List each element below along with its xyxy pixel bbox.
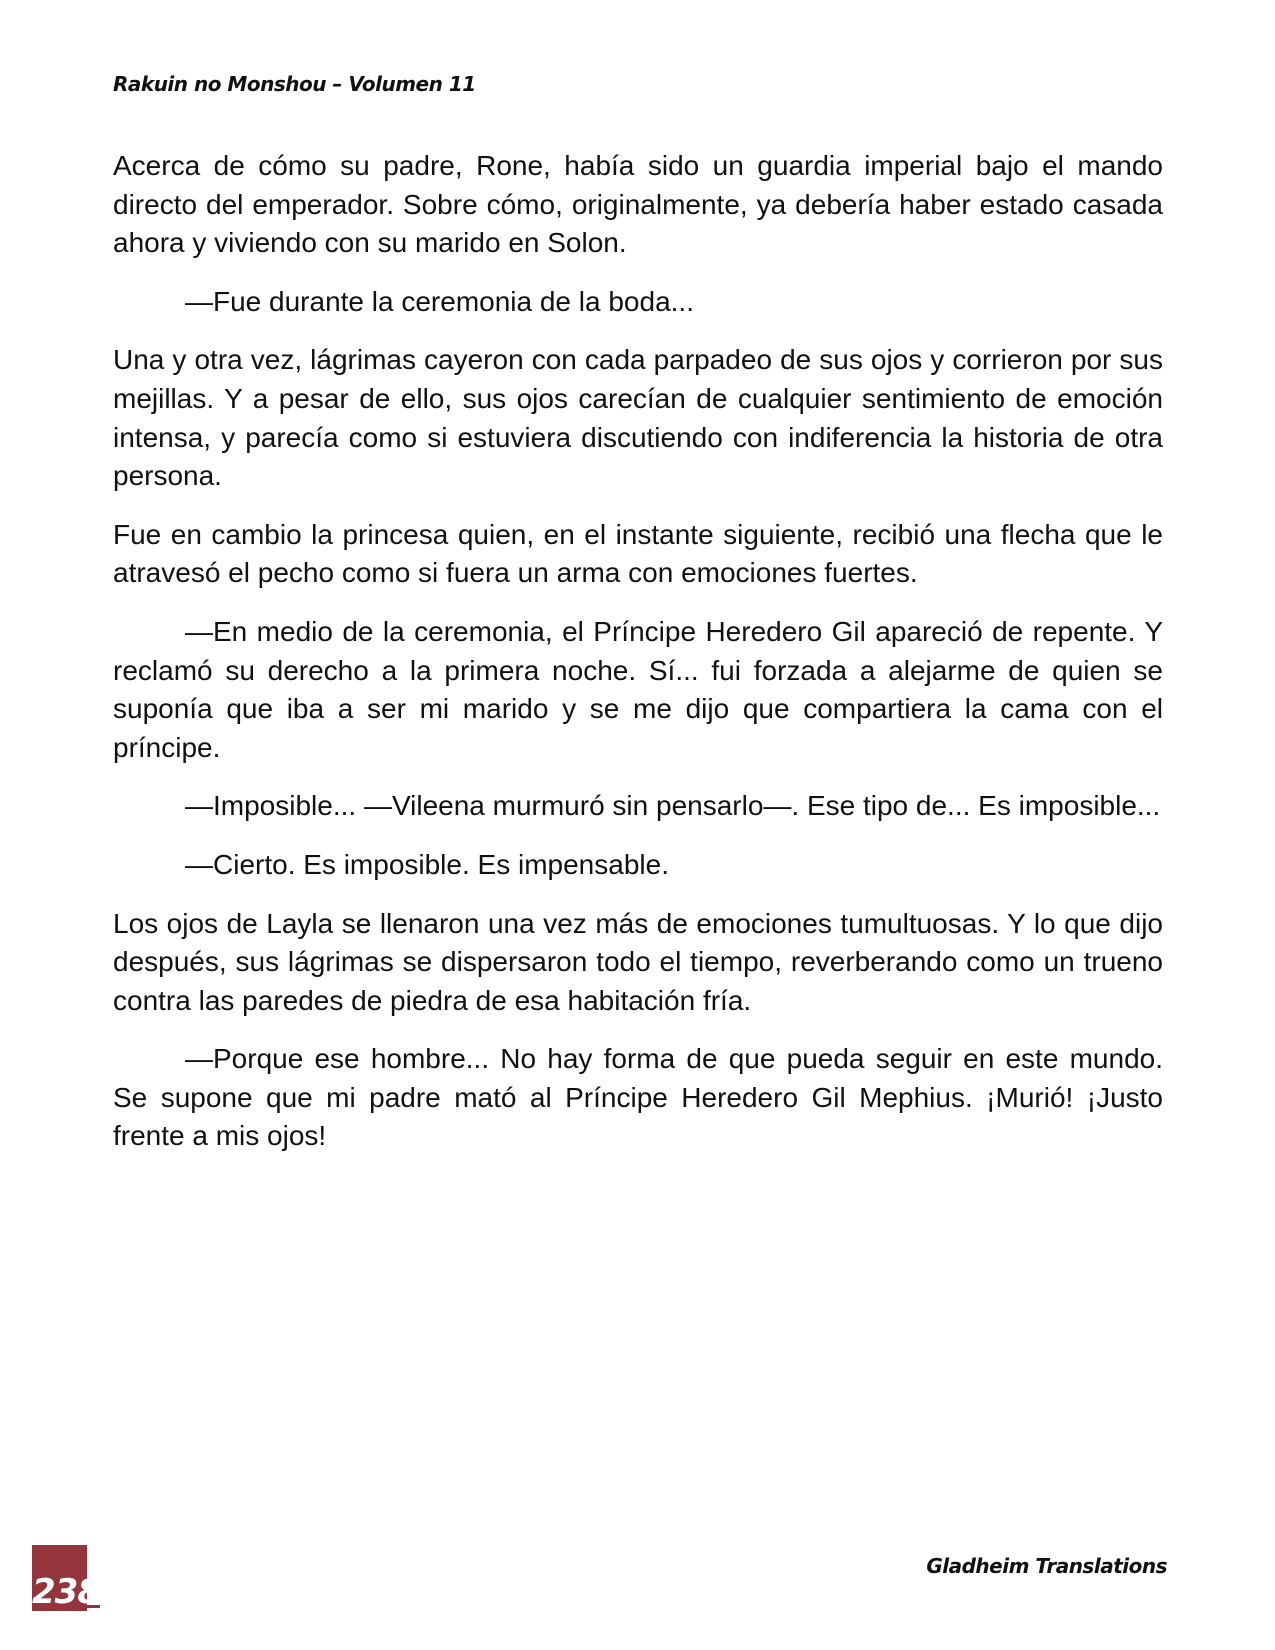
page-number: 238 <box>32 1572 100 1612</box>
dialogue-paragraph: —Imposible... —Vileena murmuró sin pensarlo—. Ese tipo de... Es imposible... <box>185 790 1161 822</box>
running-header: Rakuin no Monshou – Volumen 11 <box>113 72 476 96</box>
paragraph: Una y otra vez, lágrimas cayeron con cada parpadeo de sus ojos y corrieron por sus mejillas. Y a pesar de ello, sus ojos carecían de cualquier sentimiento de emoción intensa, y parecía como si estuviera discutiendo con indiferencia la historia de otra persona. <box>113 344 1163 492</box>
dialogue-paragraph: —En medio de la ceremonia, el Príncipe Heredero Gil apareció de repente. Y reclamó su derecho a la primera noche. Sí... fui forzada a alejarme de quien se suponía que iba a ser mi marido y se me dijo que compartiera la cama con el príncipe. <box>113 615 1163 763</box>
paragraph: Fue en cambio la princesa quien, en el instante siguiente, recibió una flecha que le atravesó el pecho como si fuera un arma con emociones fuertes. <box>113 518 1163 589</box>
dialogue-paragraph: —Cierto. Es imposible. Es impensable. <box>185 848 669 880</box>
chapter-text <box>113 147 1163 1176</box>
dialogue-paragraph: —Fue durante la ceremonia de la boda... <box>185 285 694 317</box>
translator-credit: Gladheim Translations <box>926 1554 1167 1578</box>
paragraph: Acerca de cómo su padre, Rone, había sido un guardia imperial bajo el mando directo del emperador. Sobre cómo, originalmente, ya debería haber estado casada ahora y viviendo con su marido en Solon. <box>113 150 1163 259</box>
paragraph: Los ojos de Layla se llenaron una vez más de emociones tumultuosas. Y lo que dijo después, sus lágrimas se dispersaron todo el tiempo, reverberando como un trueno contra las paredes de piedra de esa habitación fría. <box>113 907 1163 1016</box>
dialogue-paragraph: —Porque ese hombre... No hay forma de que pueda seguir en este mundo. Se supone que mi padre mató al Príncipe Heredero Gil Mephius. ¡Murió! ¡Justo frente a mis ojos! <box>113 1043 1163 1152</box>
